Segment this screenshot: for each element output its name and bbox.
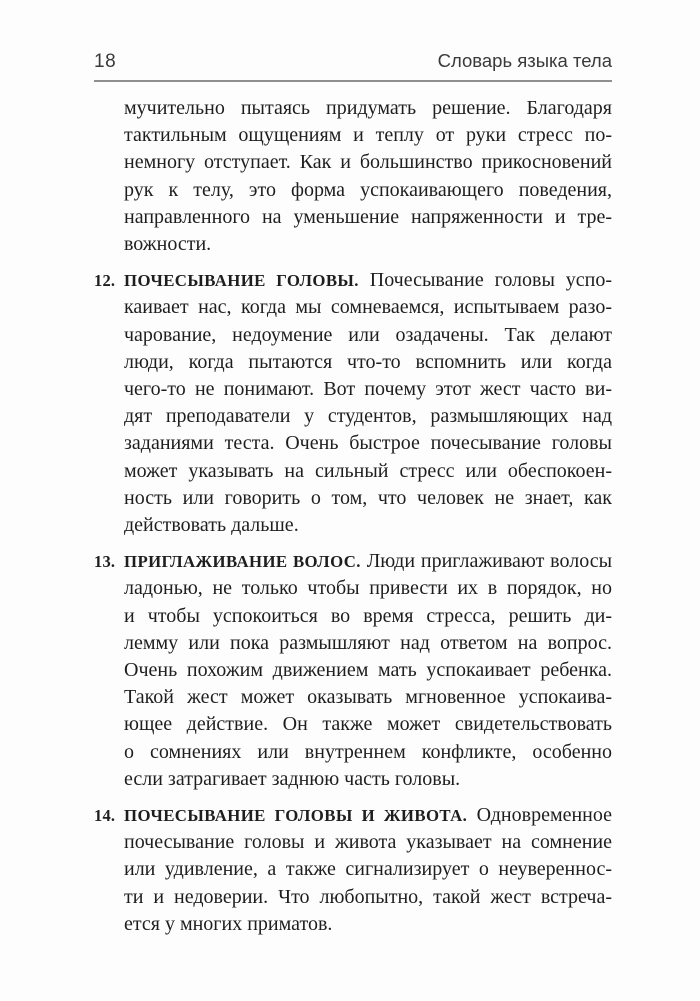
- section-text: [124, 267, 612, 539]
- text-line: почесывание головы и живота указывает на сомнение: [124, 831, 612, 854]
- text-line: ность или говорить о том, что человек не знает, как: [124, 486, 612, 509]
- text-line: рук к телу, это форма успокаивающего поведения,: [124, 178, 612, 201]
- list-item-12: [94, 267, 612, 539]
- text-line: направленного на уменьшение напряженности и тре-: [124, 205, 612, 228]
- text-line: немногу отступает. Как и большинство прикосновений: [124, 151, 612, 174]
- text-line: люди, когда пытаются что-то вспомнить или когда: [124, 350, 612, 373]
- section-number: 13.: [94, 552, 116, 572]
- text-line: Такой жест может оказывать мгновенное успокаива-: [124, 686, 612, 709]
- section-text: [124, 548, 612, 793]
- intro-paragraph: [124, 95, 612, 258]
- running-title: Словарь языка тела: [437, 50, 612, 71]
- list-item-14: [94, 802, 612, 938]
- text-line: дят преподаватели у студентов, размышляющих над: [124, 405, 612, 428]
- section-number: 12.: [94, 271, 116, 291]
- running-header: [94, 50, 612, 73]
- text-line: ется у многих приматов.: [124, 912, 333, 935]
- text-line: чарование, недоумение или озадачены. Так делают: [124, 323, 612, 346]
- text-line: ющее действие. Он также может свидетельствовать: [124, 713, 612, 736]
- section-first-line: [124, 548, 612, 575]
- section-first-line: [124, 267, 612, 294]
- section-title: ПРИГЛАЖИВАНИЕ ВОЛОС.: [124, 552, 361, 572]
- text-line: вожности.: [124, 233, 212, 256]
- section-first-line: [124, 802, 612, 829]
- section-first-line-rest: Одновременное: [476, 804, 613, 827]
- text-line: каивает нас, когда мы сомневаемся, испытываем разо-: [124, 296, 612, 319]
- text-line: если затрагивает заднюю часть головы.: [124, 767, 461, 790]
- text-line: ладонью, не только чтобы привести их в порядок, но: [124, 577, 612, 600]
- section-text: [124, 802, 612, 938]
- text-line: ти и недоверии. Что любопытно, такой жест встреча-: [124, 885, 612, 908]
- text-line: или удивление, а также сигнализирует о неувереннос-: [124, 858, 612, 881]
- list-item-13: [94, 548, 612, 793]
- text-line: заданиями теста. Очень быстрое почесывание головы: [124, 432, 612, 455]
- section-number: 14.: [94, 806, 116, 826]
- section-first-line-rest: Почесывание головы успо-: [369, 269, 613, 292]
- text-line: лемму или пока размышляют над ответом на вопрос.: [124, 631, 612, 654]
- text-line: может указывать на сильный стресс или обеспокоен-: [124, 459, 612, 482]
- text-line: тактильным ощущениям и теплу от руки стресс по-: [124, 124, 612, 147]
- section-first-line-rest: Люди приглаживают волосы: [366, 550, 613, 573]
- text-line: Очень похожим движением мать успокаивает ребенка.: [124, 659, 612, 682]
- text-line: о сомнениях или внутреннем конфликте, особенно: [124, 740, 612, 763]
- header-rule: [94, 80, 612, 82]
- text-line: мучительно пытаясь придумать решение. Благодаря: [124, 97, 612, 119]
- body-text: [94, 95, 612, 938]
- section-title: ПОЧЕСЫВАНИЕ ГОЛОВЫ.: [124, 271, 359, 291]
- text-line: действовать дальше.: [124, 514, 299, 537]
- section-title: ПОЧЕСЫВАНИЕ ГОЛОВЫ И ЖИВОТА.: [124, 806, 468, 826]
- page-number: 18: [94, 51, 117, 72]
- text-line: чего-то не понимают. Вот почему этот жест часто ви-: [124, 378, 612, 401]
- text-line: и чтобы успокоиться во время стресса, решить ди-: [124, 604, 612, 627]
